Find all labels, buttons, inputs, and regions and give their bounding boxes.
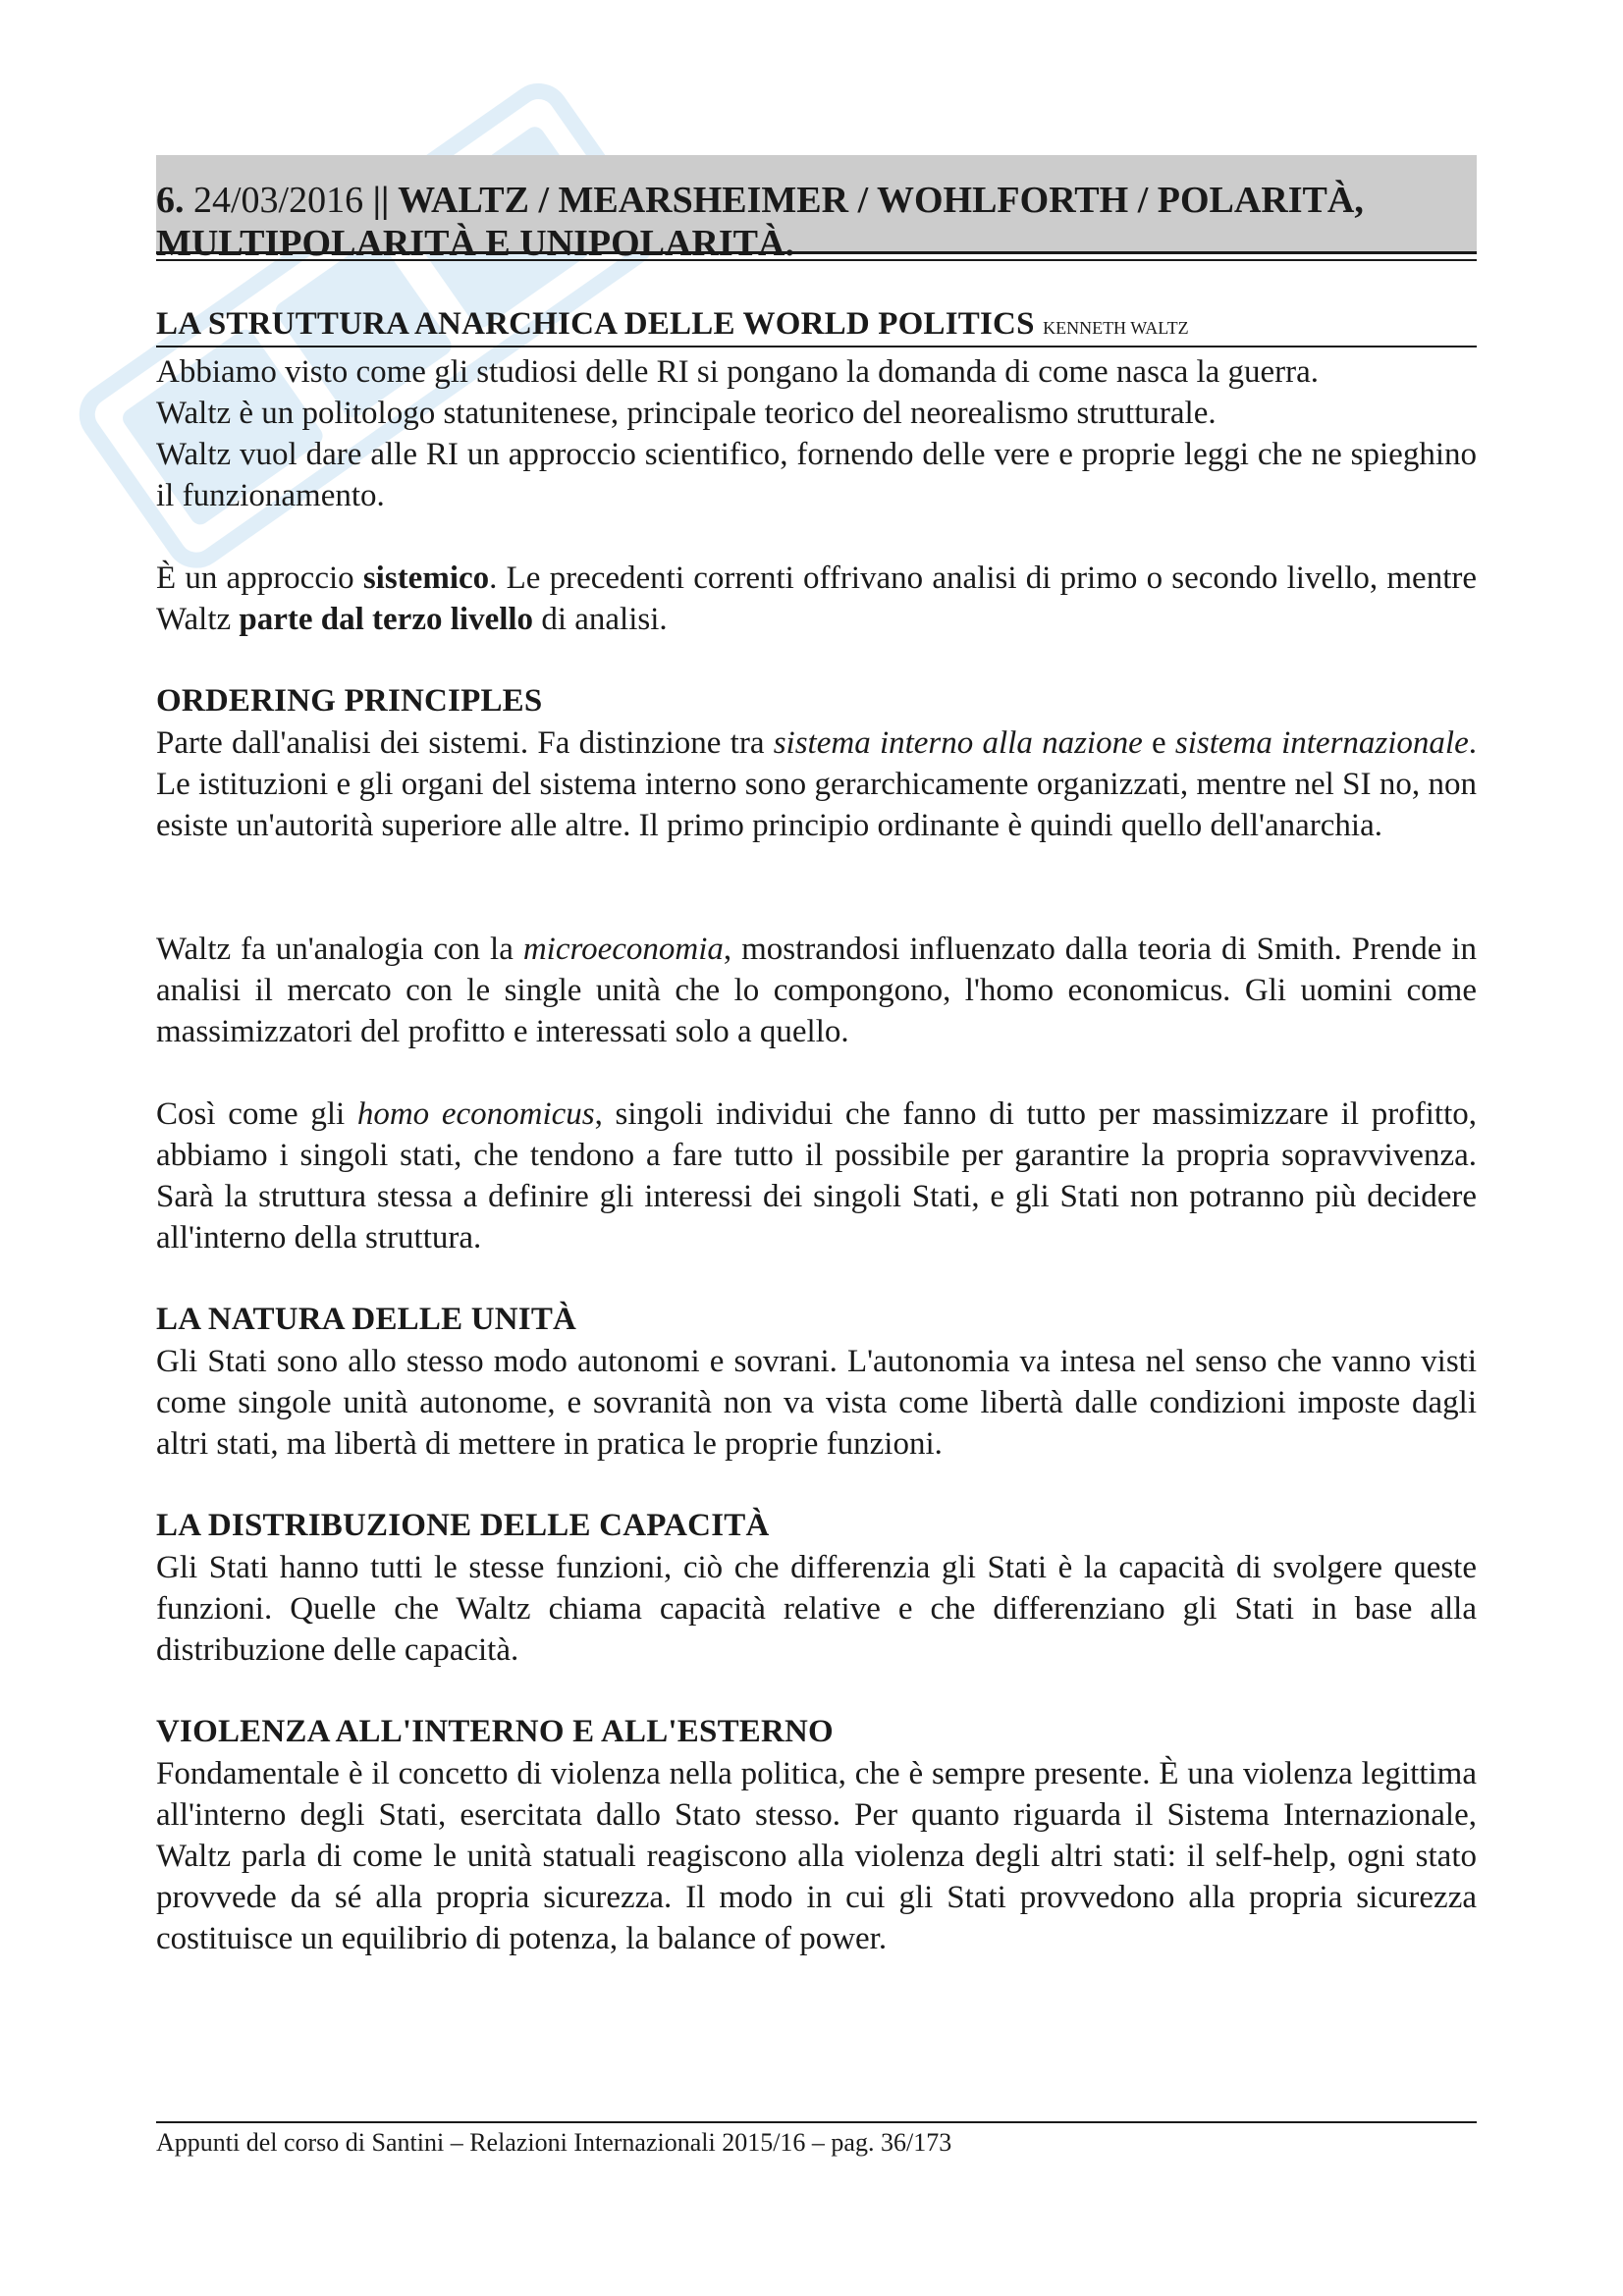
text-run: . Le istituzioni e gli organi del sistema interno sono gerarchicamente organizzati, mentre nel SI no, non esiste un'autorità superiore alle altre. Il primo principio ordinante è quindi quello dell'anarchia.	[156, 725, 1477, 843]
text-run: Così come gli	[156, 1096, 357, 1132]
text-run: e	[1142, 725, 1175, 761]
chapter-date: 24/03/2016	[193, 180, 364, 221]
section-heading-struttura	[156, 304, 1189, 347]
paragraph	[156, 351, 1477, 434]
page-footer: Appunti del corso di Santini – Relazioni Internazionali 2015/16 – pag. 36/173	[156, 2128, 952, 2157]
text-run: Parte dall'analisi dei sistemi. Fa distinzione tra	[156, 725, 774, 761]
section-heading-distribuzione: LA DISTRIBUZIONE DELLE CAPACITÀ	[156, 1508, 770, 1543]
section-heading-natura: LA NATURA DELLE UNITÀ	[156, 1302, 577, 1337]
text-run: È un approccio	[156, 561, 363, 596]
text-run: Waltz fa un'analogia con la	[156, 932, 523, 967]
paragraph	[156, 929, 1477, 1052]
section-author: KENNETH WALTZ	[1043, 318, 1189, 338]
text-run: . Le precedenti correnti offrivano analisi di primo o secondo livello, mentre Waltz	[156, 561, 1477, 637]
text-run-italic: microeconomia	[522, 932, 724, 967]
paragraph: Waltz vuol dare alle RI un approccio scientifico, fornendo delle vere e proprie leggi che ne spieghino il funzionamento.	[156, 437, 1477, 513]
section-heading-ordering: ORDERING PRINCIPLES	[156, 683, 543, 719]
text-run: , singoli individui che fanno di tutto per massimizzare il profitto, abbiamo i singoli stati, che tendono a fare tutto il possibile per garantire la propria sopravvivenza. Sarà la struttura stessa a definire gli interessi dei singoli Stati, e gli Stati non potranno più decidere all'interno della struttura.	[156, 1096, 1478, 1255]
footer-rule	[156, 2121, 1477, 2123]
paragraph	[156, 1094, 1477, 1258]
text-run: di analisi.	[533, 602, 668, 637]
text-run-italic: sistema interno alla nazione	[773, 725, 1143, 761]
text-run-italic: sistema internazionale	[1174, 725, 1469, 761]
text-run-bold: sistemico	[362, 561, 490, 596]
paragraph-line: Abbiamo visto come gli studiosi delle RI si pongano la domanda di come nasca la guerra.	[156, 354, 1320, 390]
text-run: , mostrandosi influenzato dalla teoria di Smith. Prende in analisi il mercato con le single unità che lo compongono, l'homo economicus. Gli uomini come massimizzatori del profitto e interessati solo a quello.	[156, 932, 1477, 1049]
section-heading-text: LA STRUTTURA ANARCHICA DELLE WORLD POLITICS	[156, 306, 1035, 342]
chapter-title-line2: MULTIPOLARITÀ E UNIPOLARITÀ.	[156, 223, 794, 264]
paragraph-line: Waltz è un politologo statunitenese, principale teorico del neorealismo strutturale.	[156, 396, 1217, 431]
section-heading-rule	[156, 346, 1477, 347]
paragraph: Gli Stati hanno tutti le stesse funzioni, ciò che differenzia gli Stati è la capacità di svolgere queste funzioni. Quelle che Waltz chiama capacità relative e che differenziano gli Stati in base alla distribuzione delle capacità.	[156, 1550, 1477, 1668]
chapter-title-line1: || WALTZ / MEARSHEIMER / WOHLFORTH / POLARITÀ,	[372, 180, 1364, 221]
chapter-number: 6.	[156, 180, 185, 221]
paragraph: Fondamentale è il concetto di violenza nella politica, che è sempre presente. È una violenza legittima all'interno degli Stati, esercitata dallo Stato stesso. Per quanto riguarda il Sistema Internazionale, Waltz parla di come le unità statuali reagiscono alla violenza degli altri stati: il self-help, ogni stato provvede da sé alla propria sicurezza. Il modo in cui gli Stati provvedono alla propria sicurezza costituisce un equilibrio di potenza, la balance of power.	[156, 1756, 1477, 1956]
paragraph	[156, 558, 1477, 640]
section-heading-violenza: VIOLENZA ALL'INTERNO E ALL'ESTERNO	[156, 1714, 834, 1749]
paragraph	[156, 722, 1477, 846]
text-run-bold: parte dal terzo livello	[239, 602, 534, 637]
chapter-title	[156, 155, 1477, 265]
paragraph: Gli Stati sono allo stesso modo autonomi e sovrani. L'autonomia va intesa nel senso che vanno visti come singole unità autonome, e sovranità non va vista come libertà dalle condizioni imposte dagli altri stati, ma libertà di mettere in pratica le proprie funzioni.	[156, 1344, 1477, 1462]
text-run-italic: homo economicus	[356, 1096, 595, 1132]
